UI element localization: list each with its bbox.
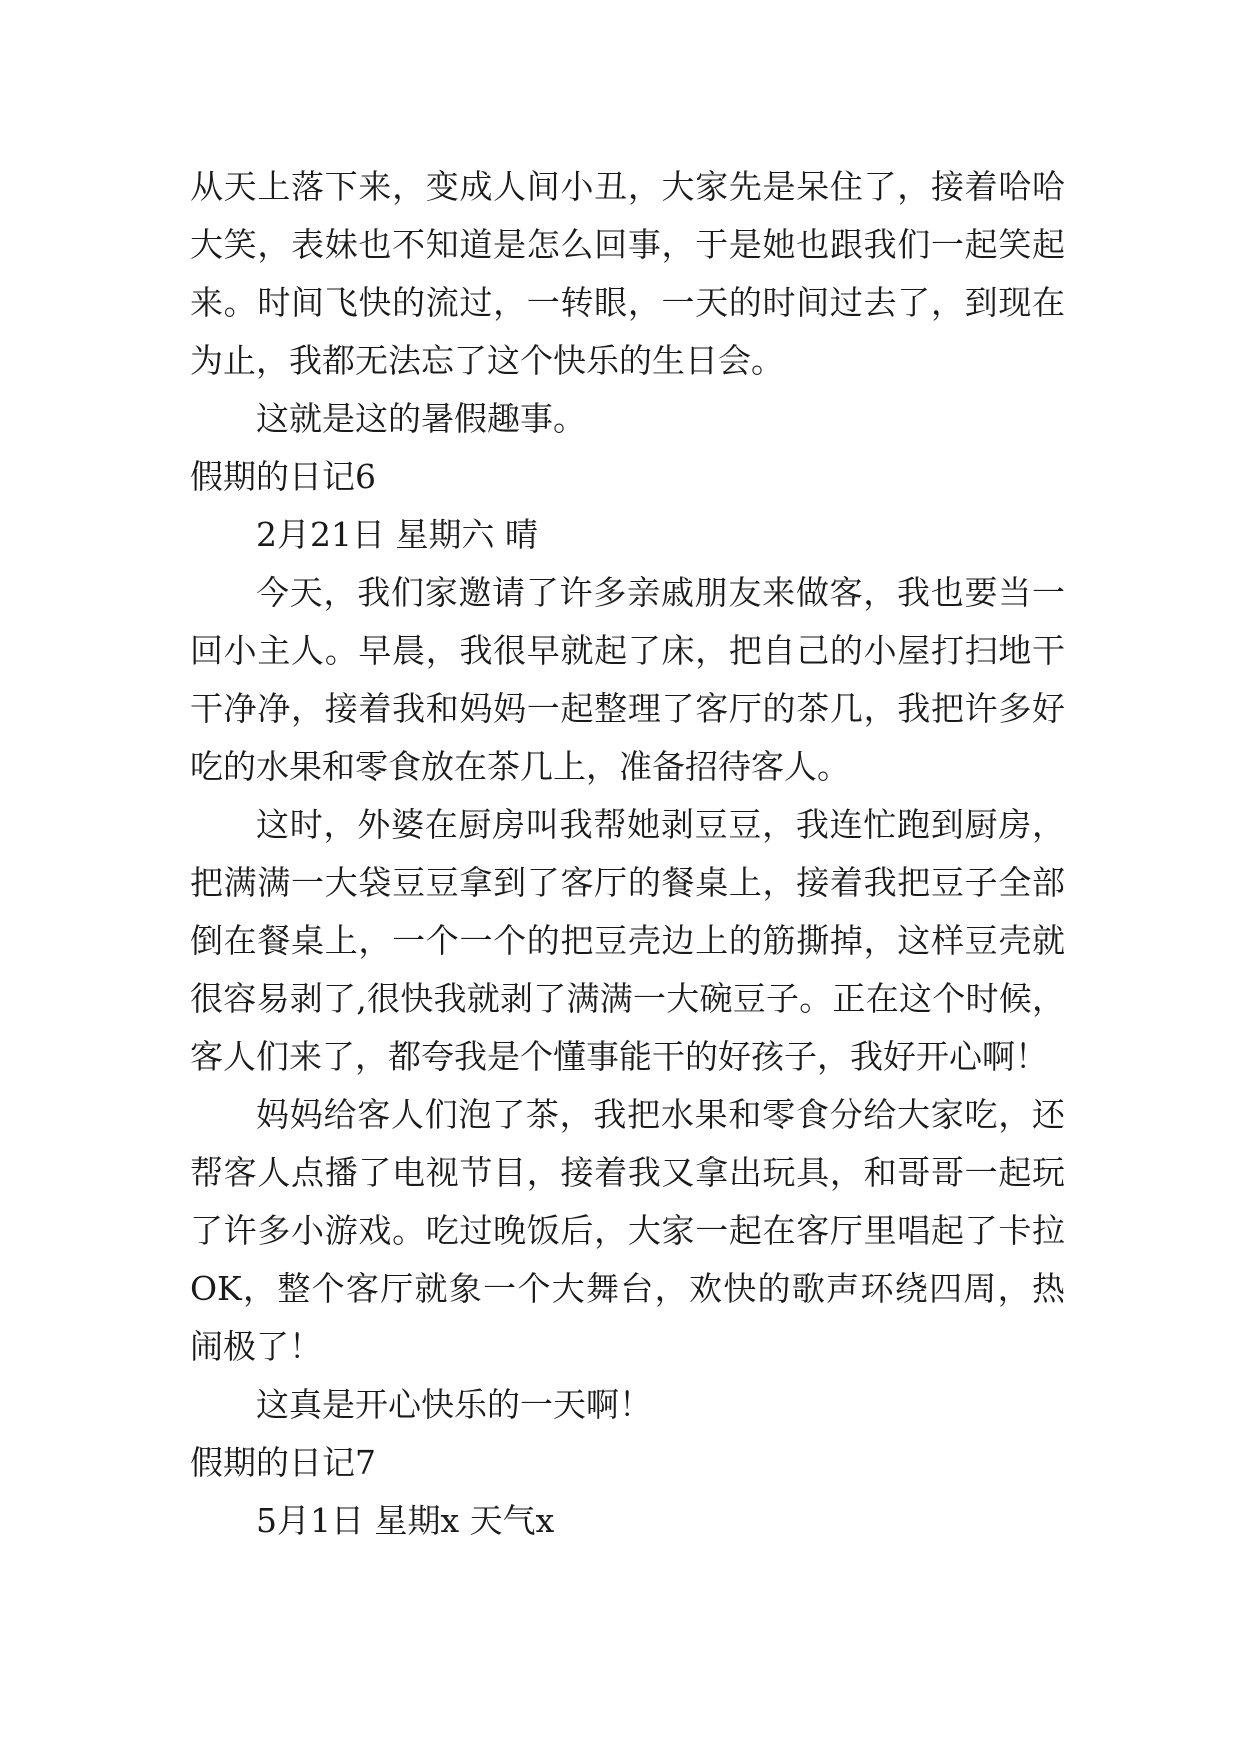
paragraph-happy-day: 这真是开心快乐的一天啊！ — [256, 1385, 652, 1424]
diary-heading-6: 假期的日记6 — [190, 457, 376, 496]
diary-heading-7: 假期的日记7 — [190, 1443, 376, 1482]
paragraph-karaoke: 妈妈给客人们泡了茶，我把水果和零食分给大家吃，还帮客人点播了电视节目，接着我又拿出玩具，和哥哥一起玩了许多小游戏。吃过晚饭后，大家一起在客厅里唱起了卡拉OK，整个客厅就象一个大舞台，欢快的歌声环绕四周，热闹极了！ — [190, 1095, 1065, 1366]
paragraph-birthday-ending: 从天上落下来，变成人间小丑，大家先是呆住了，接着哈哈大笑，表妹也不知道是怎么回事，于是她也跟我们一起笑起来。时间飞快的流过，一转眼，一天的时间过去了，到现在为止，我都无法忘了这个快乐的生日会。 — [190, 167, 1065, 380]
document-page — [190, 158, 1065, 1550]
diary-date-6: 2月21日 星期六 晴 — [256, 515, 538, 554]
paragraph-peeling-beans: 这时，外婆在厨房叫我帮她剥豆豆，我连忙跑到厨房，把满满一大袋豆豆拿到了客厅的餐桌上，接着我把豆子全部倒在餐桌上，一个一个的把豆壳边上的筋撕掉，这样豆壳就很容易剥了,很快我就剥了满满一大碗豆子。正在这个时候，客人们来了，都夸我是个懂事能干的好孩子，我好开心啊！ — [190, 805, 1065, 1076]
diary-date-7: 5月1日 星期x 天气x — [256, 1501, 555, 1540]
paragraph-guests-arrive: 今天，我们家邀请了许多亲戚朋友来做客，我也要当一回小主人。早晨，我很早就起了床，把自己的小屋打扫地干干净净，接着我和妈妈一起整理了客厅的茶几，我把许多好吃的水果和零食放在茶几上，准备招待客人。 — [190, 573, 1065, 786]
paragraph-summer-summary: 这就是这的暑假趣事。 — [256, 399, 586, 438]
